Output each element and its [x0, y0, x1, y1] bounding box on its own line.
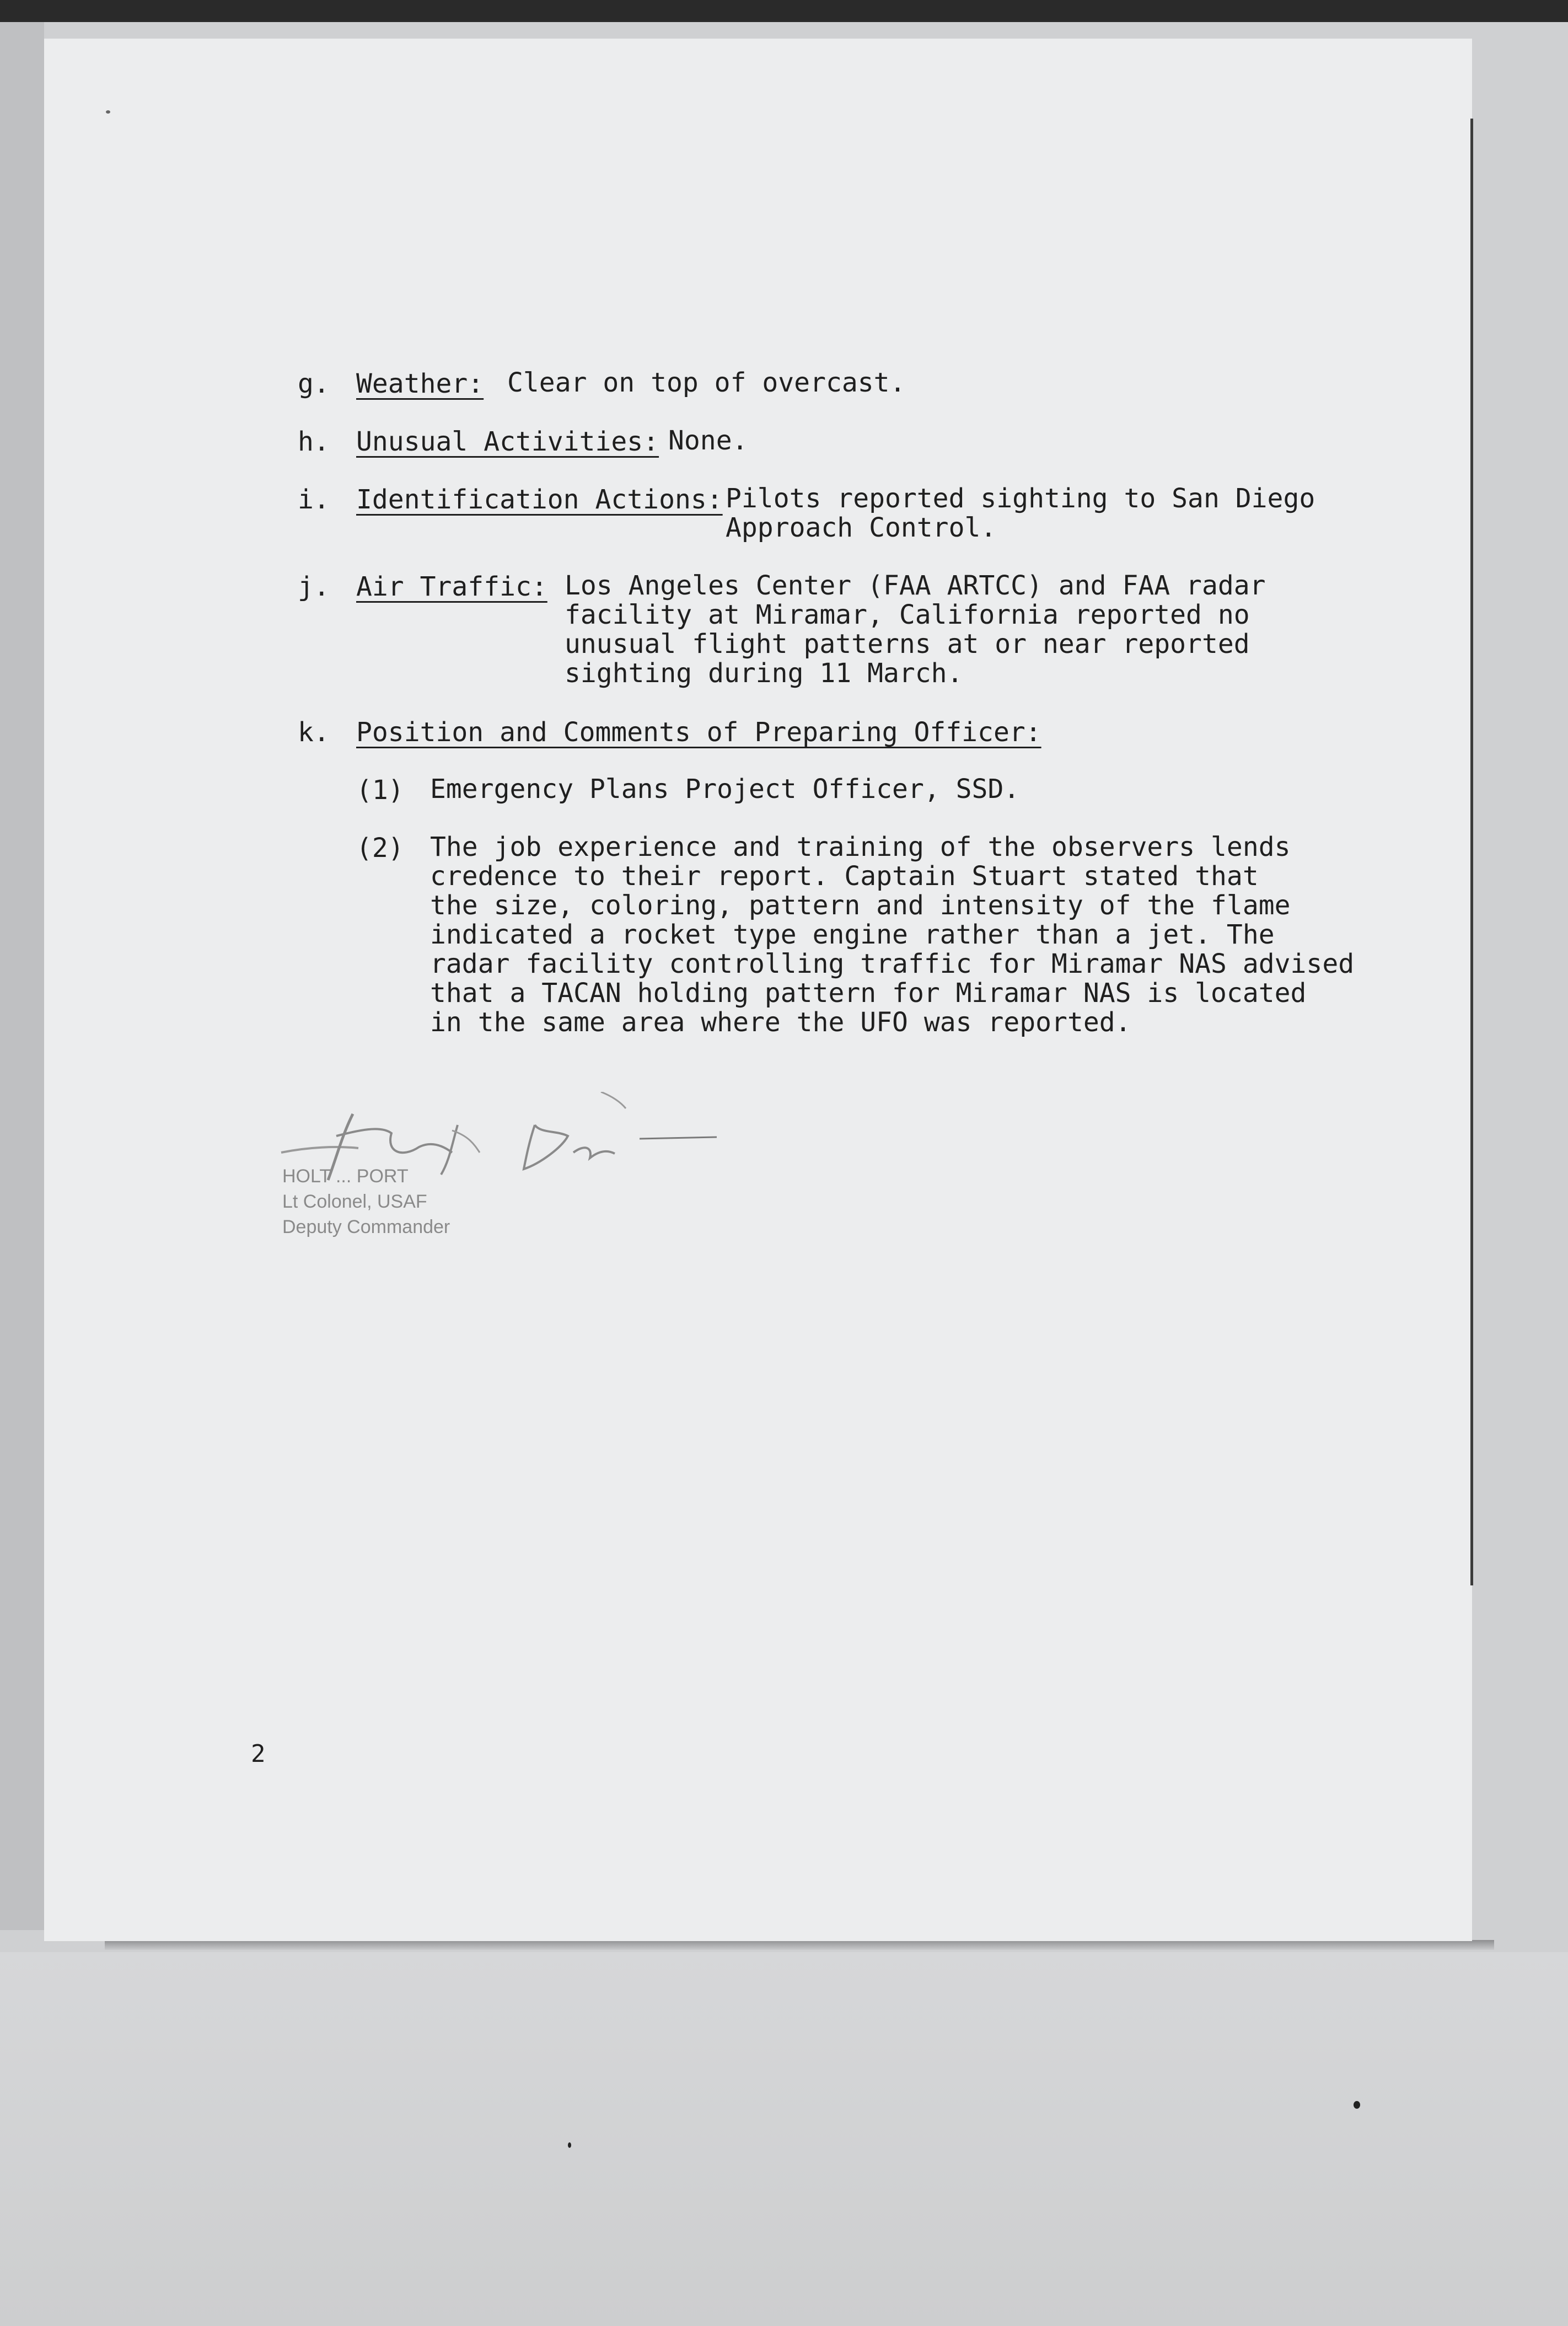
signature-rank: Lt Colonel, USAF	[282, 1191, 427, 1212]
item-heading: Position and Comments of Preparing Officer:	[356, 717, 1041, 748]
item-heading: Unusual Activities:	[356, 426, 659, 457]
item-heading: Air Traffic:	[356, 571, 547, 602]
item-text: Pilots reported sighting to San Diego Approach Control.	[726, 483, 1315, 543]
signature-title: Deputy Commander	[282, 1216, 450, 1237]
item-text: None.	[668, 425, 748, 456]
subitem-text: Emergency Plans Project Officer, SSD.	[430, 774, 1020, 805]
scan-speck	[106, 110, 110, 114]
item-label: j.	[298, 571, 330, 602]
subitem-number: (2)	[356, 833, 404, 864]
subitem-text: The job experience and training of the observers lends credence to their report. Captain Stuart stated that the size, coloring, pattern and intensity of the flame indicated a rocket type engine rather than a jet. The radar facility controlling traffic for Miramar NAS advised that a TACAN holding pattern for Miramar NAS is located in the same area where the UFO was reported.	[430, 832, 1355, 1038]
item-heading: Identification Actions:	[356, 484, 723, 515]
item-label: g.	[298, 368, 330, 399]
item-label: i.	[298, 484, 330, 515]
signature-block	[282, 1164, 450, 1240]
item-heading: Weather:	[356, 368, 484, 399]
item-label: h.	[298, 426, 330, 457]
signature-name: HOLT ... PORT	[282, 1166, 409, 1187]
scan-speck	[1354, 2101, 1360, 2109]
scan-speck	[568, 2142, 571, 2148]
page-number: 2	[251, 1740, 266, 1768]
item-label: k.	[298, 717, 330, 748]
item-text: Los Angeles Center (FAA ARTCC) and FAA radar facility at Miramar, California reported no unusual flight patterns at or near reported sighting during 11 March.	[565, 570, 1266, 689]
item-text: Clear on top of overcast.	[507, 367, 906, 398]
subitem-number: (1)	[356, 775, 404, 806]
